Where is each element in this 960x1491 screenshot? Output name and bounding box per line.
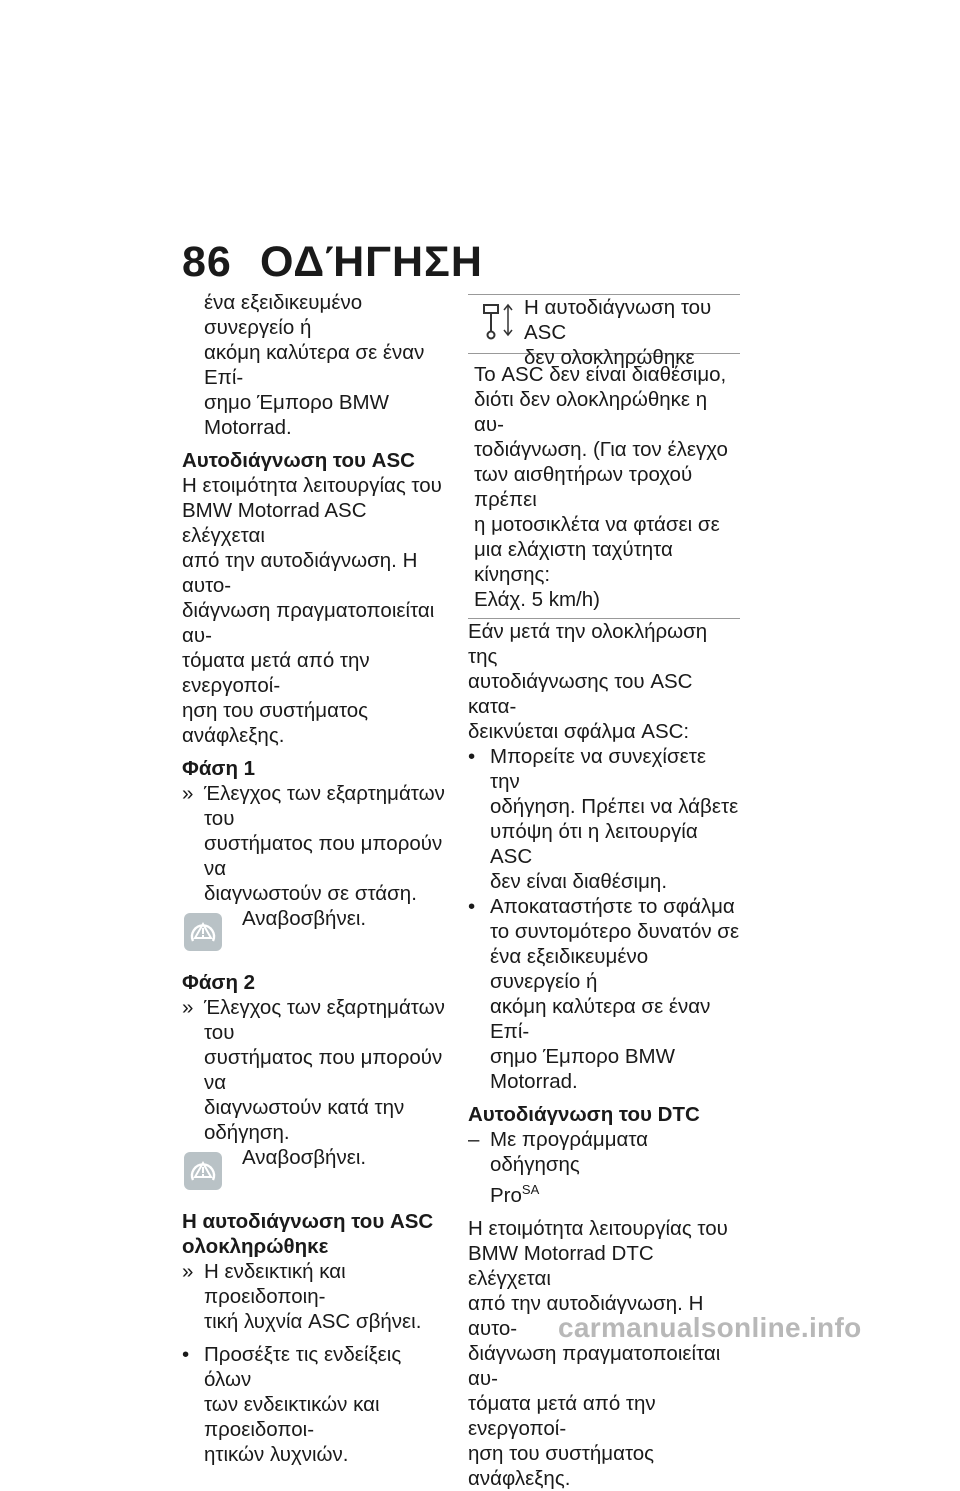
bullet-line: ένα εξειδικευμένο συνεργείο ή (490, 945, 649, 993)
done-line: τική λυχνία ASC σβήνει. (204, 1310, 422, 1333)
done-line: Η ενδεικτική και προειδοποιη- (204, 1260, 346, 1308)
bullet-marker: • (468, 745, 476, 768)
after-line: αυτοδιάγνωσης του ASC κατα- (468, 670, 693, 718)
bullet-line: σημο Έμπορο BMW Motorrad. (490, 1045, 675, 1093)
box-title: Η αυτοδιάγνωση του ASC (524, 296, 712, 344)
phase1-blink-text: Αναβοσβήνει. (242, 907, 367, 930)
asc-warning-icon (184, 913, 222, 951)
asc-warning-icon (184, 1152, 222, 1190)
step-marker: » (182, 782, 194, 805)
bullet-line: ητικών λυχνιών. (204, 1443, 349, 1466)
phase2-step (182, 995, 452, 1145)
phase1-line: Έλεγχος των εξαρτημάτων του (204, 782, 445, 830)
box-line: τοδιάγνωση. (Για τον έλεγχο (474, 438, 728, 461)
dtc-line: τόματα μετά από την ενεργοποί- (468, 1391, 656, 1440)
intro-line: ακόμη καλύτερα σε έναν Επί- (204, 341, 425, 389)
box-line: η μοτοσικλέτα να φτάσει σε (474, 513, 720, 536)
bullet-marker: • (182, 1343, 190, 1366)
right-column (468, 290, 740, 1491)
bullet-line: το συντομότερο δυνατόν σε (490, 920, 740, 943)
dtc-line: από την αυτοδιάγνωση. Η αυτο- (468, 1291, 704, 1340)
bullet-line: υπόψη ότι η λειτουργία ASC (490, 820, 698, 868)
box-line: διότι δεν ολοκληρώθηκε η αυ- (474, 388, 708, 436)
box-body (468, 354, 740, 618)
page-number: 86 (182, 238, 232, 286)
dtc-line: ηση του συστήματος ανάφλεξης. (468, 1441, 655, 1490)
dtc-line: Η ετοιμότητα λειτουργίας του (468, 1216, 728, 1240)
page-title: ΟΔΉΓΗΣΗ (260, 238, 483, 286)
dtc-heading: Αυτοδιάγνωση του DTC (468, 1103, 700, 1126)
dtc-pro-label: Pro (490, 1183, 522, 1207)
box-line: Το ASC δεν είναι διαθέσιμο, (474, 363, 727, 386)
intro-line: σημο Έμπορο BMW Motorrad. (204, 391, 389, 439)
phase2-lamp-row (182, 1145, 452, 1201)
asc-text-line: BMW Motorrad ASC ελέγχεται (182, 499, 367, 547)
phase1-line: συστήματος που μπορούν να (204, 832, 443, 880)
box-line: Ελάχ. 5 km/h) (474, 588, 600, 611)
phase2-line: Έλεγχος των εξαρτημάτων του (204, 996, 445, 1044)
done-heading: Η αυτοδιάγνωση του ASC (182, 1210, 434, 1233)
bullet-line: Μπορείτε να συνεχίσετε την (490, 745, 707, 793)
left-column (182, 290, 452, 1467)
phase2-line: συστήματος που μπορούν να (204, 1046, 443, 1094)
watermark: carmanualsonline.info (558, 1312, 862, 1343)
bullet-line: οδήγηση. Πρέπει να λάβετε (490, 795, 739, 818)
asc-text-line: ηση του συστήματος ανάφλεξης. (182, 699, 369, 747)
asc-heading: Αυτοδιάγνωση του ASC (182, 449, 415, 472)
bullet-item (182, 1342, 452, 1467)
special-equipment-badge: SA (521, 1182, 540, 1197)
dash-marker: – (468, 1128, 480, 1151)
box-line: των αισθητήρων τροχού πρέπει (474, 463, 693, 511)
dtc-text-block (468, 1216, 740, 1491)
after-line: δεικνύεται σφάλμα ASC: (468, 720, 690, 743)
bullet-line: Αποκαταστήστε το σφάλμα (490, 895, 735, 918)
done-heading: ολοκληρώθηκε (182, 1235, 329, 1258)
dtc-prereq-line: Με προγράμματα οδήγησης (490, 1128, 649, 1176)
box-line: μια ελάχιστη ταχύτητα κίνησης: (474, 538, 673, 586)
phase2-line: διαγνωστούν κατά την οδήγηση. (204, 1096, 405, 1144)
bullet-line: ακόμη καλύτερα σε έναν Επί- (490, 995, 711, 1043)
step-marker: » (182, 996, 194, 1019)
dtc-line: BMW Motorrad DTC ελέγχεται (468, 1241, 654, 1290)
page-header (182, 238, 483, 287)
step-marker: » (182, 1260, 194, 1283)
bullet-item (468, 744, 740, 894)
asc-text-line: διάγνωση πραγματοποιείται αυ- (182, 599, 435, 647)
phase2-heading: Φάση 2 (182, 971, 256, 994)
dtc-line: διάγνωση πραγματοποιείται αυ- (468, 1341, 721, 1390)
bullet-item (468, 894, 740, 1094)
dtc-prerequisite (468, 1127, 740, 1208)
bullet-line: των ενδεικτικών και προειδοποι- (204, 1393, 380, 1441)
asc-incomplete-box (468, 294, 740, 619)
phase1-line: διαγνωστούν σε στάση. (204, 882, 417, 905)
bullet-marker: • (468, 895, 476, 918)
box-header (468, 295, 740, 369)
phase2-blink-text: Αναβοσβήνει. (242, 1146, 367, 1169)
asc-text-line: τόματα μετά από την ενεργοποί- (182, 649, 370, 697)
bullet-line: Προσέξτε τις ενδείξεις όλων (204, 1343, 402, 1391)
phase1-step (182, 781, 452, 906)
phase1-lamp-row (182, 906, 452, 962)
asc-text-line: από την αυτοδιάγνωση. Η αυτο- (182, 549, 418, 597)
bullet-line: δεν είναι διαθέσιμη. (490, 870, 668, 893)
box-title: δεν ολοκληρώθηκε (524, 346, 695, 369)
asc-text-line: Η ετοιμότητα λειτουργίας του (182, 474, 442, 497)
phase1-heading: Φάση 1 (182, 757, 256, 780)
after-line: Εάν μετά την ολοκλήρωση της (468, 620, 708, 668)
intro-line: ένα εξειδικευμένο συνεργείο ή (204, 291, 363, 339)
done-step (182, 1259, 452, 1334)
wheel-sensor-icon (478, 301, 518, 341)
